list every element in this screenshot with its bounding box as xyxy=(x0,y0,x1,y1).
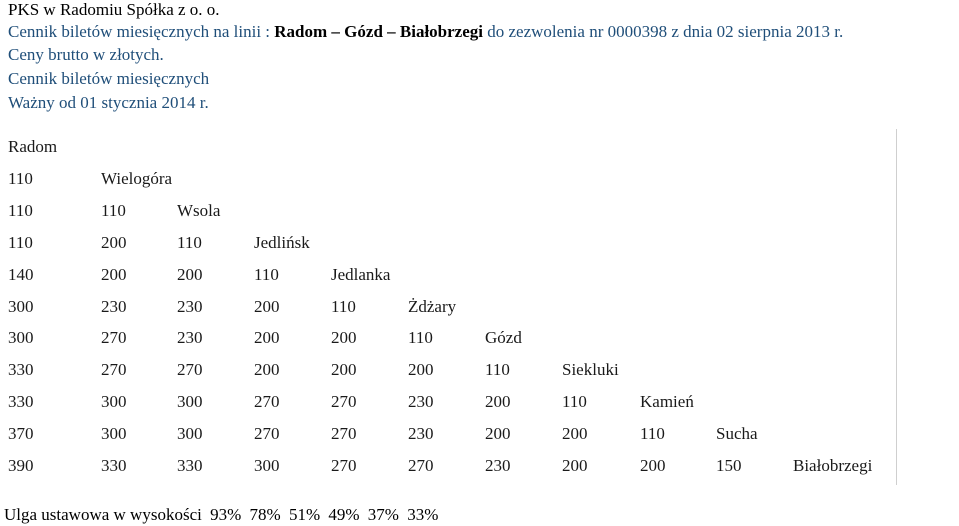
fare-cell: 230 xyxy=(408,424,434,443)
fare-cell: 300 xyxy=(101,424,127,443)
fare-cell: 110 xyxy=(8,233,33,252)
discount-value: 51% xyxy=(288,505,321,524)
stop-name: Wielogóra xyxy=(101,169,173,188)
discount-value: 78% xyxy=(249,505,281,524)
fare-cell: 300 xyxy=(8,297,34,316)
company-name: PKS w Radomiu Spółka z o. o. xyxy=(8,0,220,19)
fare-cell: 270 xyxy=(177,360,203,379)
fare-cell: 330 xyxy=(101,456,127,475)
fare-cell: 110 xyxy=(254,265,279,284)
discount-footer xyxy=(4,505,442,525)
discount-label: Ulga ustawowa w wysokości xyxy=(4,505,202,524)
fare-cell: 110 xyxy=(408,328,433,347)
fare-cell: 110 xyxy=(8,201,33,220)
fare-cell: 230 xyxy=(177,297,203,316)
stop-name: Sucha xyxy=(716,424,758,443)
fare-cell: 300 xyxy=(101,392,127,411)
price-list-title: Cennik biletów miesięcznych xyxy=(8,69,210,88)
stop-name: Jedlińsk xyxy=(254,233,310,252)
fare-cell: 200 xyxy=(485,392,511,411)
fare-cell: 110 xyxy=(640,424,665,443)
prices-note: Ceny brutto w złotych. xyxy=(8,45,164,64)
stop-name: Jedlanka xyxy=(331,265,391,284)
fare-cell: 200 xyxy=(101,233,127,252)
stop-name: Gózd xyxy=(485,328,522,347)
fare-cell: 330 xyxy=(8,360,34,379)
fare-cell: 200 xyxy=(254,328,280,347)
stop-name: Wsola xyxy=(177,201,221,220)
fare-cell: 230 xyxy=(177,328,203,347)
fare-cell: 270 xyxy=(254,424,280,443)
fare-cell: 200 xyxy=(331,360,357,379)
line-prefix: Cennik biletów miesięcznych na linii : xyxy=(8,22,275,41)
table-border xyxy=(896,129,897,485)
fare-cell: 200 xyxy=(177,265,203,284)
stop-name: Kamień xyxy=(640,392,694,411)
fare-cell: 200 xyxy=(101,265,127,284)
fare-cell: 110 xyxy=(177,233,202,252)
fare-cell: 200 xyxy=(485,424,511,443)
fare-cell: 110 xyxy=(562,392,587,411)
discount-value: 49% xyxy=(328,505,360,524)
fare-cell: 300 xyxy=(254,456,280,475)
fare-cell: 270 xyxy=(331,456,357,475)
line-description xyxy=(8,22,843,42)
fare-cell: 270 xyxy=(331,392,357,411)
stop-name: Białobrzegi xyxy=(793,456,873,475)
fare-cell: 140 xyxy=(8,265,34,284)
fare-cell: 390 xyxy=(8,456,34,475)
fare-cell: 110 xyxy=(8,169,33,188)
fare-cell: 200 xyxy=(562,424,588,443)
fare-cell: 200 xyxy=(562,456,588,475)
stop-name: Radom xyxy=(8,137,58,156)
fare-cell: 300 xyxy=(8,328,34,347)
fare-cell: 330 xyxy=(177,456,203,475)
fare-cell: 110 xyxy=(485,360,510,379)
fare-cell: 270 xyxy=(408,456,434,475)
fare-cell: 110 xyxy=(101,201,126,220)
discount-value: 37% xyxy=(367,505,399,524)
fare-cell: 110 xyxy=(331,297,356,316)
stop-name: Żdżary xyxy=(408,297,457,316)
discount-value: 93% xyxy=(210,505,242,524)
route-name: Radom – Gózd – Białobrzegi xyxy=(274,22,483,41)
valid-from: Ważny od 01 stycznia 2014 r. xyxy=(8,93,209,112)
fare-cell: 270 xyxy=(254,392,280,411)
fare-cell: 200 xyxy=(254,360,280,379)
fare-cell: 270 xyxy=(101,328,127,347)
fare-cell: 200 xyxy=(331,328,357,347)
fare-cell: 330 xyxy=(8,392,34,411)
discount-value: 33% xyxy=(407,505,439,524)
fare-cell: 230 xyxy=(408,392,434,411)
permit-info: do zezwolenia nr 0000398 z dnia 02 sierpnia 2013 r. xyxy=(483,22,844,41)
fare-cell: 200 xyxy=(640,456,666,475)
fare-cell: 300 xyxy=(177,392,203,411)
fare-cell: 300 xyxy=(177,424,203,443)
fare-cell: 370 xyxy=(8,424,34,443)
fare-cell: 270 xyxy=(331,424,357,443)
fare-cell: 230 xyxy=(485,456,511,475)
fare-cell: 200 xyxy=(408,360,434,379)
stop-name: Siekluki xyxy=(562,360,619,379)
fare-cell: 230 xyxy=(101,297,127,316)
fare-cell: 150 xyxy=(716,456,742,475)
fare-cell: 270 xyxy=(101,360,127,379)
fare-cell: 200 xyxy=(254,297,280,316)
